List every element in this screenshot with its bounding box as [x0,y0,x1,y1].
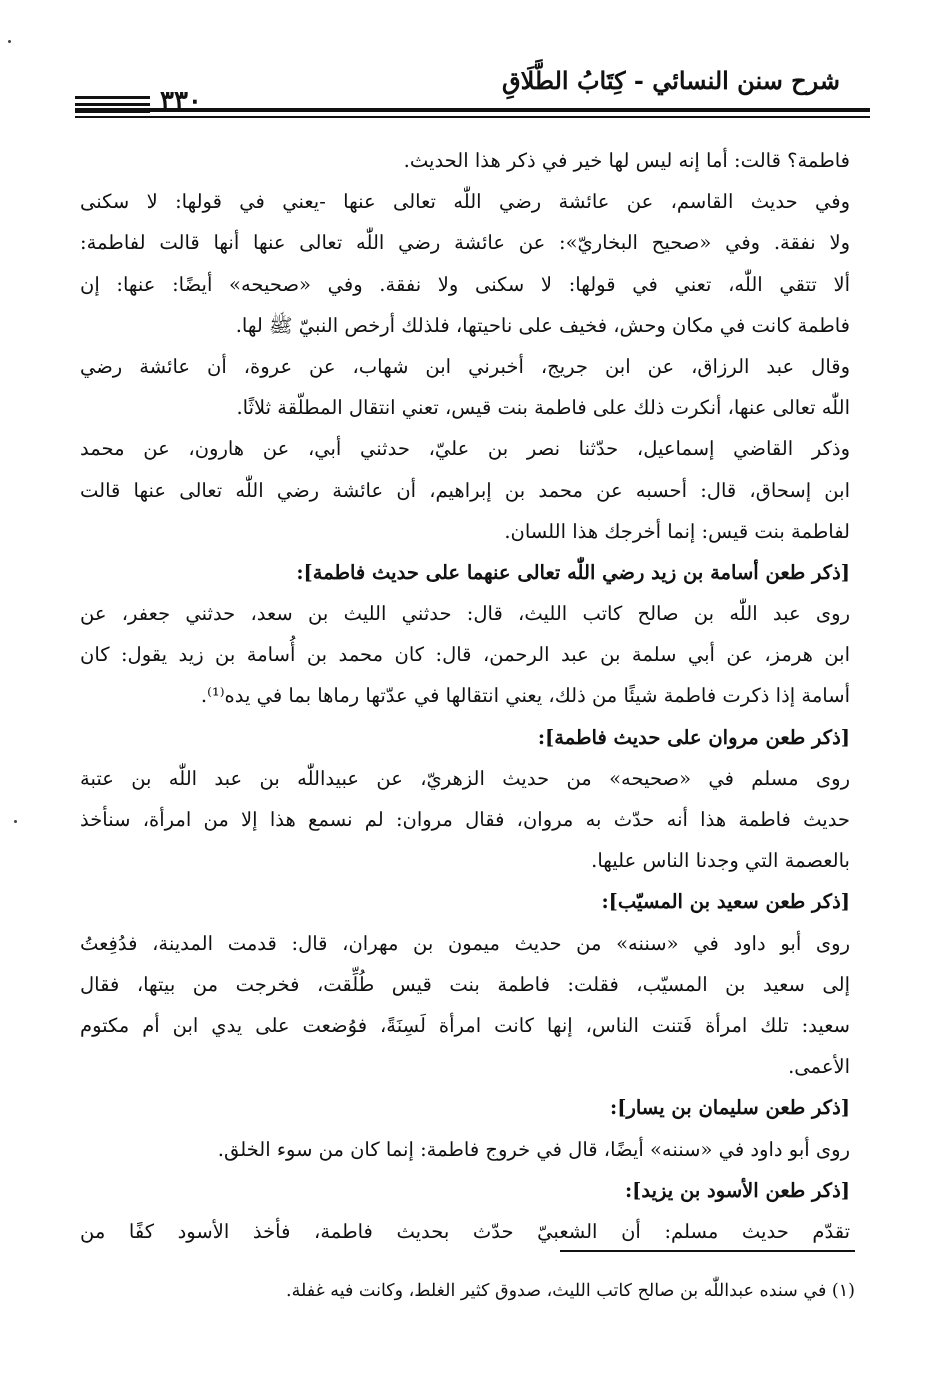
header-rule-thick [75,108,870,112]
section-heading: [ذكر طعن مروان على حديث فاطمة]: [537,725,850,749]
footnote: (١) في سنده عبداللّٰه بن صالح كاتب الليث، صدوق كثير الغلط، وكانت فيه غفلة. [286,1281,855,1301]
text-line: فاطمة كانت في مكان وحش، فخيف على ناحيتها، فلذلك أرخص النبيّ ﷺ لها. [235,313,850,337]
text-line: ابن هرمز، عن أبي سلمة بن عبد الرحمن، قال: كان محمد بن أُسامة بن زيد يقول: كان [80,643,850,667]
text-line: سعيد: تلك امرأة فَتنت الناس، إنها كانت امرأة لَسِنَةً، فوُضعت على يدي ابن أم مكتوم [80,1013,850,1037]
text-line: روى أبو داود في «سننه» أيضًا، قال في خروج فاطمة: إنما كان من سوء الخلق. [217,1137,850,1161]
text-line: إلى سعيد بن المسيّب، فقلت: فاطمة بنت قيس طُلِّقت، فخرجت من بيتها، فقال [80,972,850,996]
scan-speck [8,40,11,43]
text-line: روى أبو داود في «سننه» من حديث ميمون بن مهران، قال: قدمت المدينة، فدُفِعتُ [80,931,850,955]
text-line: حديث فاطمة هذا أنه حدّث به مروان، فقال مروان: لم نسمع هذا إلا من امرأة، سنأخذ [80,808,850,831]
text-line: الأعمى. [788,1055,850,1079]
page-number: ٣٣٠ [160,86,202,116]
section-heading: [ذكر طعن سعيد بن المسيّب]: [601,890,850,914]
running-title: شرح سنن النسائي - كِتَابُ الطَّلَاقِ [501,66,840,95]
header-ornament-line [75,96,150,99]
text-line: اللّٰه تعالى عنها، أنكرت ذلك على فاطمة بنت قيس، تعني انتقال المطلّقة ثلاثًا. [236,396,850,420]
text-line: تقدّم حديث مسلم: أن الشعبيّ حدّث بحديث فاطمة، فأخذ الأسود كفًا من [80,1219,850,1243]
text-line: وفي حديث القاسم، عن عائشة رضي اللّٰه تعالى عنها -يعني في قولها: لا سكنى [80,190,850,214]
header-rule-thin [75,116,870,118]
scan-speck [14,820,17,823]
text-line: لفاطمة بنت قيس: إنما أخرجك هذا اللسان. [504,519,850,543]
header-ornament-line [75,103,150,106]
text-line: فاطمة؟ قالت: أما إنه ليس لها خير في ذكر هذا الحديث. [403,149,850,172]
text-line: وذكر القاضي إسماعيل، حدّثنا نصر بن عليّ، حدثني أبي، عن هارون، عن محمد [80,437,850,461]
text-line: ولا نفقة. وفي «صحيح البخاريّ»: عن عائشة رضي اللّٰه تعالى عنها أنها قالت لفاطمة: [80,231,850,255]
section-heading: [ذكر طعن سليمان بن يسار]: [610,1096,850,1120]
main-text [80,140,850,1252]
text-line: وقال عبد الرزاق، عن ابن جريج، أخبرني ابن شهاب، عن عروة، أن عائشة رضي [80,354,850,378]
section-heading: [ذكر طعن أسامة بن زيد رضي اللّٰه تعالى عنهما على حديث فاطمة]: [296,560,850,584]
text-line: روى عبد اللّٰه بن صالح كاتب الليث، قال: حدثني الليث بن سعد، حدثني جعفر، عن [80,602,850,626]
text-line: بالعصمة التي وجدنا الناس عليها. [591,849,850,873]
text-line: ألا تتقي اللّٰه، تعني في قولها: لا سكنى ولا نفقة. وفي «صحيحه» أيضًا: عنها: إن [80,272,850,296]
text-line: أسامة إذا ذكرت فاطمة شيئًا من ذلك، يعني انتقالها في عدّتها رماها بما في يده⁽¹⁾. [200,684,850,708]
section-heading: [ذكر طعن الأسود بن يزيد]: [624,1178,850,1202]
text-line: روى مسلم في «صحيحه» من حديث الزهريّ، عن عبيداللّٰه بن عبد اللّٰه بن عتبة [80,766,850,790]
text-line: ابن إسحاق، قال: أحسبه عن محمد بن إبراهيم، أن عائشة رضي اللّٰه تعالى عنها قالت [80,478,850,502]
footnote-separator [560,1250,855,1252]
